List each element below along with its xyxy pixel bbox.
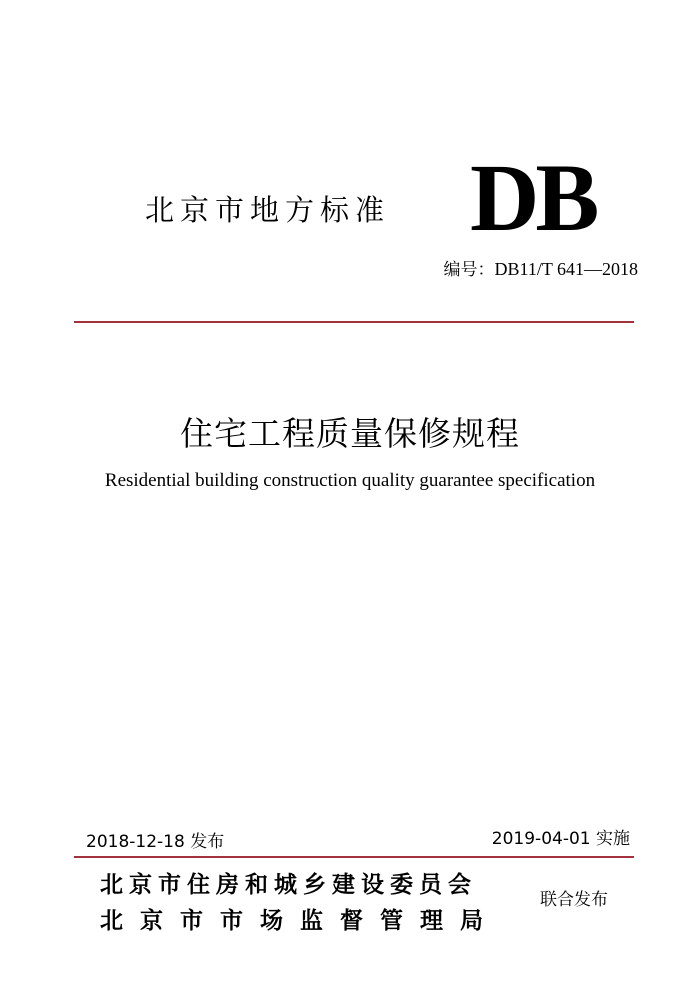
- top-divider: [74, 321, 634, 323]
- issuer-line-1: 北京市住房和城乡建设委员会: [100, 872, 477, 898]
- bottom-divider: [74, 856, 634, 858]
- title-chinese: 住宅工程质量保修规程: [180, 414, 520, 453]
- joint-issue-label: 联合发布: [540, 890, 608, 910]
- issue-date: 2018-12-18 发布: [86, 832, 225, 852]
- implementation-date: 2019-04-01 实施: [491, 829, 630, 849]
- db-logo: DB: [470, 144, 596, 251]
- title-english: Residential building construction quality guarantee specification: [104, 470, 596, 491]
- standard-category: 北京市地方标准: [145, 193, 391, 227]
- standard-number-label: 编号：: [443, 260, 495, 280]
- standard-number: [443, 255, 638, 280]
- issuer-line-2: 北京市市场监督管理局: [100, 908, 500, 934]
- standard-number-value: DB11/T 641—2018: [494, 259, 638, 279]
